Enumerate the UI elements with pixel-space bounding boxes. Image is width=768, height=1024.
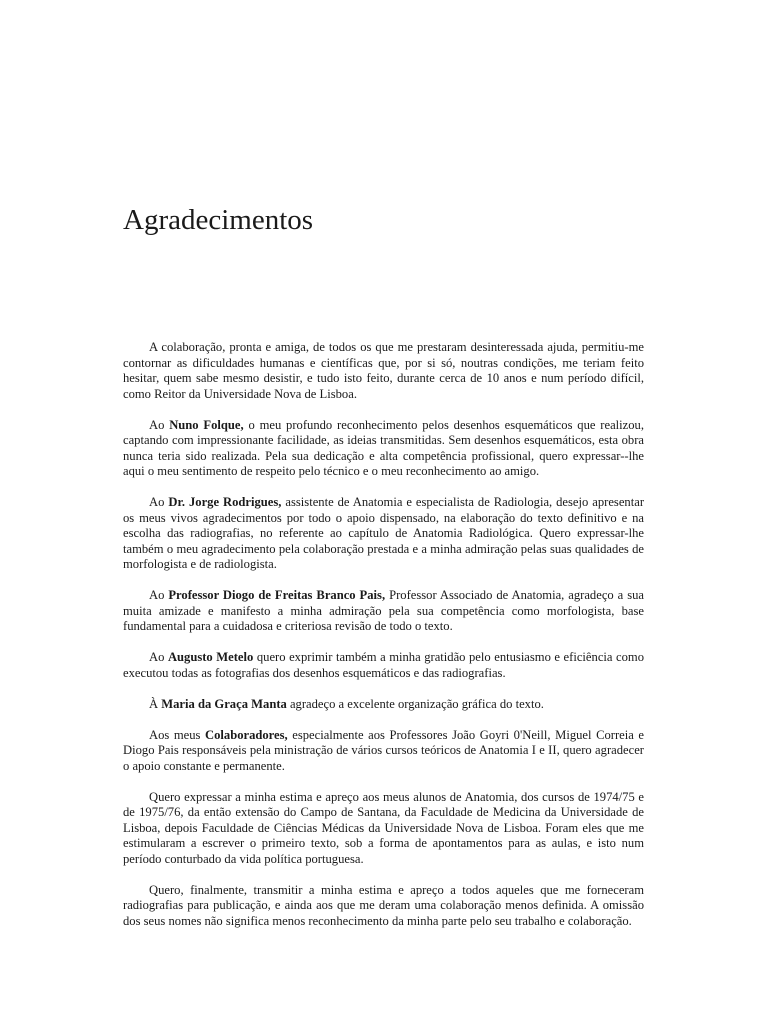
paragraph-text: Ao — [149, 417, 170, 432]
acknowledged-name: Professor Diogo de Freitas Branco Pais, — [168, 588, 386, 602]
paragraph-text: Aos meus — [149, 727, 205, 742]
paragraph-text: À — [149, 696, 162, 711]
acknowledgment-paragraph — [123, 790, 644, 868]
acknowledgment-paragraph — [123, 697, 644, 713]
acknowledged-name: Dr. Jorge Rodrigues, — [168, 495, 282, 509]
paragraph-text: especialmente aos Professores João Goyri 0'Neill, Miguel Correia e Diogo Pais responsáveis pela ministração de vários cursos teóricos de Anatomia I e II, quero agradecer o apoio constante e permanente. — [123, 727, 644, 773]
acknowledgment-paragraph — [123, 340, 644, 402]
paragraph-text: Ao — [149, 650, 168, 664]
acknowledgment-paragraph — [123, 418, 644, 480]
paragraph-text: assistente de Anatomia e especialista de Radiologia, desejo apresentar os meus vivos agradecimentos por todo o apoio dispensado, na elaboração do texto definitivo e na escolha das radiografias, no referente ao capítulo de Anatomia Radiológica. Quero expressar-lhe também o meu agradecimento pela colaboração prestada e a minha admiração pelas suas qualidades de morfologista e de radiologista. — [123, 495, 645, 571]
paragraph-text: Quero, finalmente, transmitir a minha estima e apreço a todos aqueles que me forneceram radiografias para publicação, e ainda aos que me deram uma colaboração menos definida. A omissão dos seus nomes não significa menos reconhecimento da minha parte pelo seu trabalho e colaboração. — [123, 882, 644, 928]
acknowledged-name: Colaboradores, — [205, 727, 288, 742]
acknowledgment-paragraph — [123, 728, 644, 775]
paragraph-text: agradeço a excelente organização gráfica do texto. — [286, 696, 544, 711]
paragraph-text: A colaboração, pronta e amiga, de todos os que me prestaram desinteressada ajuda, permitiu-me contornar as dificuldades humanas e científicas que, por si só, noutras condições, me teriam feito hesitar, quem sabe mesmo desistir, e tudo isto feito, durante cerca de 10 anos e num período difícil, como Reitor da Universidade Nova de Lisboa. — [123, 340, 644, 401]
paragraph-text: Ao — [149, 495, 169, 509]
paragraph-text: o meu profundo reconhecimento pelos desenhos esquemáticos que realizou, captando com impressionante facilidade, as ideias transmitidas. Sem desenhos esquemáticos, esta obra nunca teria sido realizada. Pela sua dedicação e alta competência profissional, quero expressar--lhe aqui o meu sentimento de respeito pelo técnico e o meu reconhecimento ao amigo. — [123, 417, 644, 478]
acknowledgments-body — [123, 340, 644, 945]
acknowledged-name: Augusto Metelo — [167, 650, 254, 664]
acknowledged-name: Nuno Folque, — [169, 417, 244, 432]
acknowledgment-paragraph — [123, 883, 644, 930]
acknowledged-name: Maria da Graça Manta — [161, 696, 287, 711]
page-title: Agradecimentos — [123, 204, 314, 236]
paragraph-text: Professor Associado de Anatomia, agradeço a sua muita amizade e manifesto a minha admiração pela sua competência como morfologista, base fundamental para a cuidadosa e criteriosa revisão de todo o texto. — [123, 588, 645, 633]
acknowledgment-paragraph — [123, 650, 644, 681]
paragraph-text: Quero expressar a minha estima e apreço aos meus alunos de Anatomia, dos cursos de 1974/75 e de 1975/76, da então extensão do Campo de Santana, da Faculdade de Medicina da Universidade de Lisboa, depois Faculdade de Ciências Médicas da Universidade Nova de Lisboa. Foram eles que me estimularam a escrever o primeiro texto, sob a forma de apontamentos para as aulas, e isto num período conturbado da vida política portuguesa. — [123, 789, 644, 866]
acknowledgment-paragraph — [123, 495, 644, 573]
acknowledgment-paragraph — [123, 588, 644, 635]
paragraph-text: quero exprimir também a minha gratidão pelo entusiasmo e eficiência como executou todas as fotografias dos desenhos esquemáticos e das radiografias. — [123, 650, 645, 680]
paragraph-text: Ao — [149, 588, 169, 602]
